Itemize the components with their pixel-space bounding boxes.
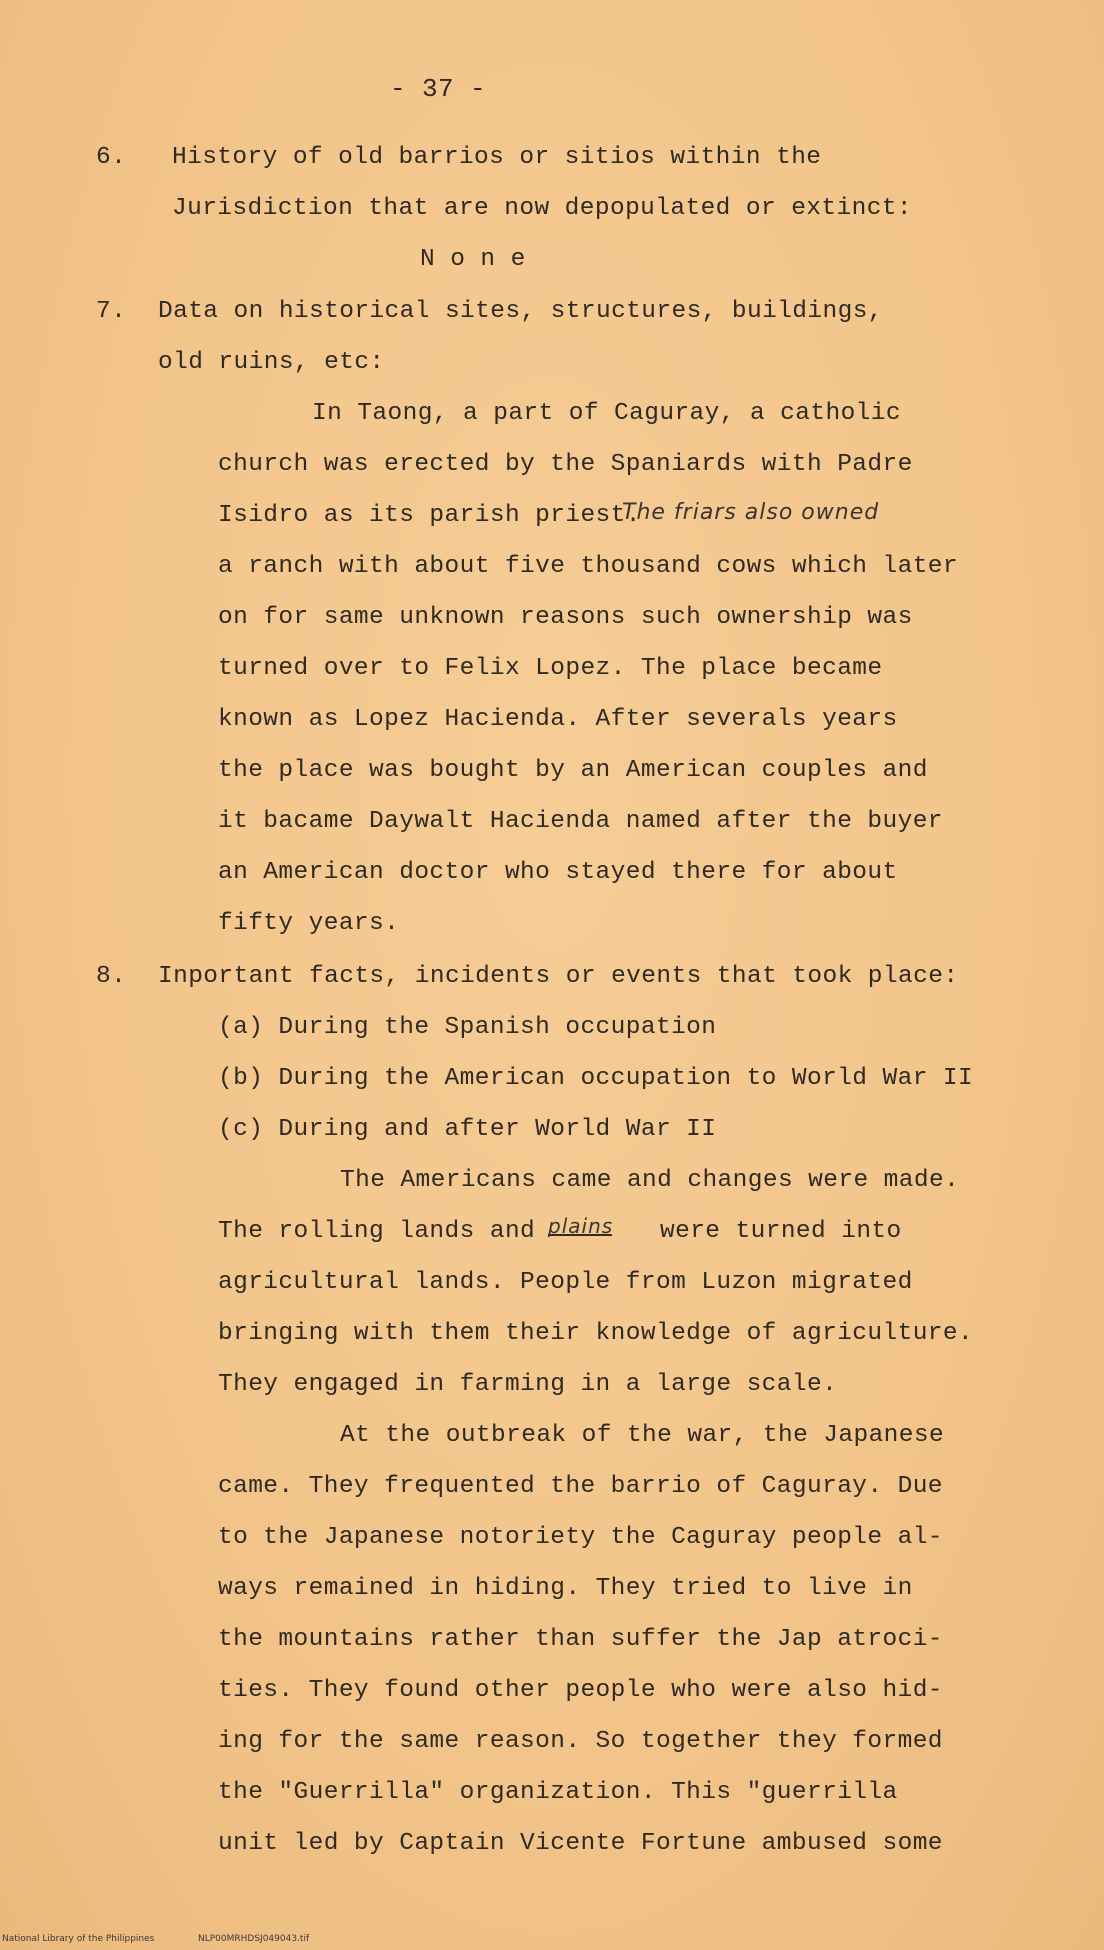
item6-answer: N o n e — [420, 246, 526, 273]
item7-para-line: known as Lopez Hacienda. After severals years — [218, 706, 898, 733]
handwritten-insertion: The friars also owned — [622, 500, 880, 525]
item7-para-line: In Taong, a part of Caguray, a catholic — [312, 400, 901, 427]
para1-line: bringing with them their knowledge of agriculture. — [218, 1320, 974, 1347]
item7-number: 7. — [96, 298, 127, 325]
item7-para-line: the place was bought by an American couples and — [218, 757, 928, 784]
para1-line: agricultural lands. People from Luzon migrated — [218, 1269, 913, 1296]
para1-line2-end: were turned into — [660, 1218, 902, 1245]
page-number: - 37 - — [390, 74, 487, 104]
item7-para-line: fifty years. — [218, 910, 400, 937]
item8-subitem: (c) During and after World War II — [218, 1116, 717, 1143]
para2-line: ties. They found other people who were also hid- — [218, 1677, 943, 1704]
para2-line: to the Japanese notoriety the Caguray people al- — [218, 1524, 943, 1551]
item6-number: 6. — [96, 144, 127, 171]
item7-para-line: turned over to Felix Lopez. The place became — [218, 655, 883, 682]
para2-line: came. They frequented the barrio of Caguray. Due — [218, 1473, 943, 1500]
para2-line: ing for the same reason. So together they formed — [218, 1728, 943, 1755]
para2-line: the mountains rather than suffer the Jap atroci- — [218, 1626, 943, 1653]
para2-line: unit led by Captain Vicente Fortune ambused some — [218, 1830, 943, 1857]
item8-subitem: (a) During the Spanish occupation — [218, 1014, 717, 1041]
item6-line2: Jurisdiction that are now depopulated or extinct: — [172, 195, 913, 222]
item7-para-line: a ranch with about five thousand cows which later — [218, 553, 959, 580]
item7-line2: old ruins, etc: — [158, 349, 385, 376]
para1-line2-start: The rolling lands and — [218, 1218, 536, 1245]
item7-para-line: church was erected by the Spaniards with Padre — [218, 451, 913, 478]
footer-filename: NLP00MRHDSJ049043.tif — [198, 1934, 310, 1944]
item7-para-line: it bacame Daywalt Hacienda named after the buyer — [218, 808, 943, 835]
item7-para-line: Isidro as its parish priest. — [218, 502, 641, 529]
item7-line1: Data on historical sites, structures, buildings, — [158, 298, 883, 325]
item7-para-line: an American doctor who stayed there for about — [218, 859, 898, 886]
item6-line1: History of old barrios or sitios within the — [172, 144, 822, 171]
para2-line: the "Guerrilla" organization. This "guerrilla — [218, 1779, 898, 1806]
para1-line: The Americans came and changes were made. — [340, 1167, 960, 1194]
para1-line: They engaged in farming in a large scale. — [218, 1371, 838, 1398]
item8-line1: Inportant facts, incidents or events that took place: — [158, 963, 959, 990]
item7-para-line: on for same unknown reasons such ownership was — [218, 604, 913, 631]
item8-subitem: (b) During the American occupation to World War II — [218, 1065, 974, 1092]
para2-line: At the outbreak of the war, the Japanese — [340, 1422, 945, 1449]
footer-library: National Library of the Philippines — [2, 1934, 155, 1944]
para2-line: ways remained in hiding. They tried to live in — [218, 1575, 913, 1602]
item8-number: 8. — [96, 963, 127, 990]
handwritten-correction: plains — [548, 1214, 614, 1238]
